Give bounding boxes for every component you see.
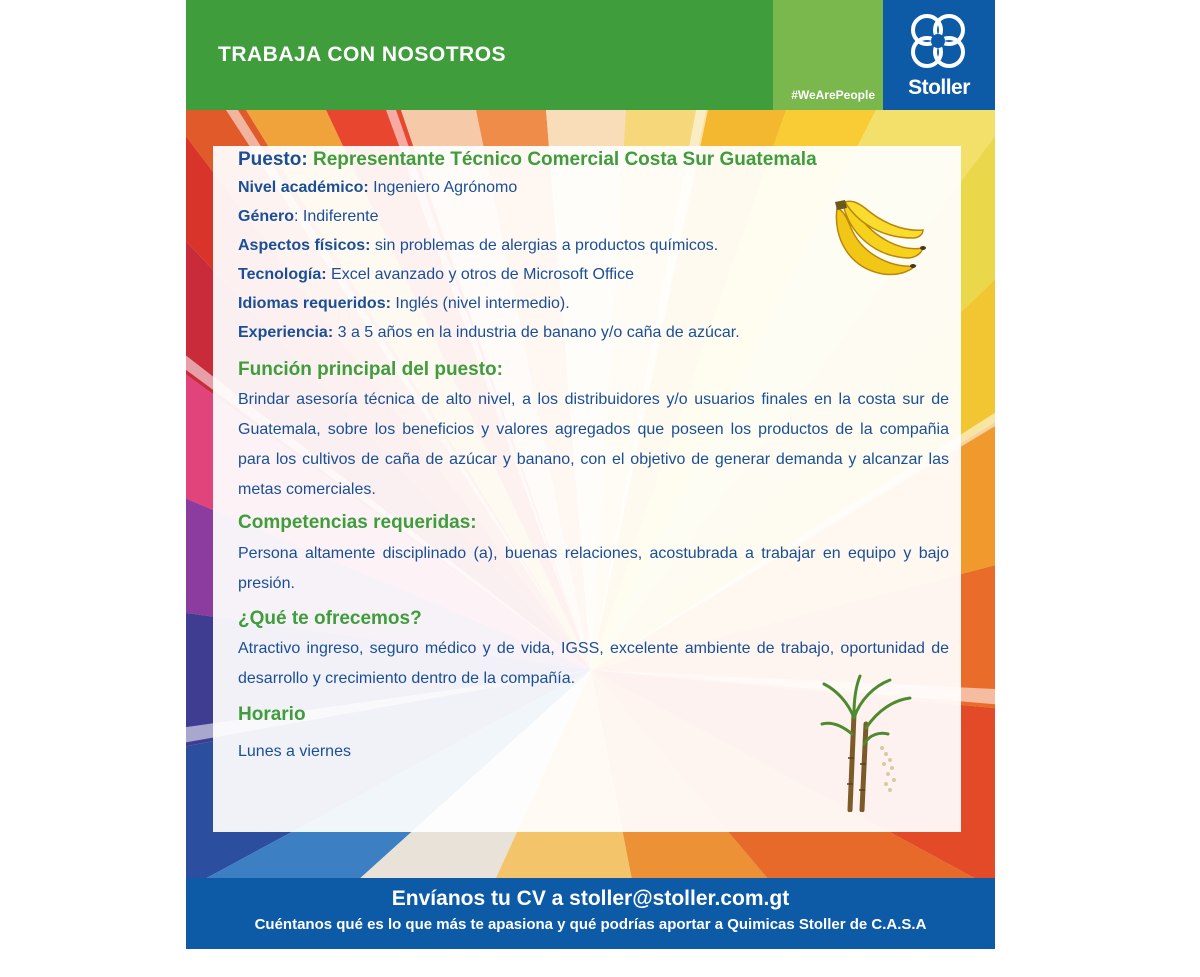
hashtag-label: #WeArePeople <box>791 88 875 102</box>
footer-tagline: Cuéntanos qué es lo que más te apasiona y qué podrías aportar a Quimicas Stoller de C.A.S.A <box>254 916 927 933</box>
brand-wordmark: Stoller <box>908 76 970 99</box>
education-value: Ingeniero Agrónomo <box>368 179 518 196</box>
gender-line <box>238 208 379 226</box>
education-label: Nivel académico: <box>238 179 369 196</box>
technology-value: Excel avanzado y otros de Microsoft Office <box>326 266 634 283</box>
physical-value: sin problemas de alergias a productos químicos. <box>370 237 719 254</box>
education-line <box>238 179 517 197</box>
languages-value: Inglés (nivel intermedio). <box>390 295 570 312</box>
header-title: TRABAJA CON NOSOTROS <box>218 43 507 66</box>
physical-line <box>238 237 718 255</box>
job-details-card <box>213 146 961 832</box>
function-text: Brindar asesoría técnica de alto nivel, a los distribuidores y/o usuarios finales en la costa sur de Guatemala, sobre los beneficios y valores agregados que poseen los productos de la compañia para los cultivos de caña de azúcar y banano, con el objetivo de generar demanda y alcanzar las metas comerciales. <box>238 391 949 498</box>
offer-heading: ¿Qué te ofrecemos? <box>238 608 422 629</box>
banana-icon <box>823 198 927 286</box>
gender-value: : Indiferente <box>294 208 379 225</box>
languages-label: Idiomas requeridos: <box>238 295 391 312</box>
position-label: Puesto: <box>238 149 308 170</box>
experience-label: Experiencia: <box>238 324 334 341</box>
schedule-heading: Horario <box>238 704 306 725</box>
job-poster <box>186 0 995 949</box>
experience-line <box>238 324 740 342</box>
technology-line <box>238 266 634 284</box>
function-heading: Función principal del puesto: <box>238 359 503 380</box>
competencies-text: Persona altamente disciplinado (a), buenas relaciones, acostubrada a trabajar en equipo y bajo presión. <box>238 545 949 592</box>
gender-label: Género <box>238 208 295 225</box>
sugarcane-icon <box>820 674 912 812</box>
physical-label: Aspectos físicos: <box>238 237 371 254</box>
offer-text: Atractivo ingreso, seguro médico y de vida, IGSS, excelente ambiente de trabajo, oportunidad de desarrollo y crecimiento dentro de la compañía. <box>238 640 949 687</box>
experience-value: 3 a 5 años en la industria de banano y/o caña de azúcar. <box>333 324 740 341</box>
schedule-text: Lunes a viernes <box>238 743 351 760</box>
position-value: Representante Técnico Comercial Costa Sur Guatemala <box>312 149 817 170</box>
hashtag-panel <box>773 0 883 110</box>
header-banner <box>186 0 773 110</box>
brand-panel <box>883 0 995 110</box>
stoller-logo-icon <box>905 12 971 72</box>
cv-email-line: Envíanos tu CV a stoller@stoller.com.gt <box>391 887 790 910</box>
technology-label: Tecnología: <box>238 266 327 283</box>
competencies-heading: Competencias requeridas: <box>238 512 477 533</box>
position-line <box>238 149 817 171</box>
contact-footer <box>186 878 995 949</box>
languages-line <box>238 295 570 313</box>
